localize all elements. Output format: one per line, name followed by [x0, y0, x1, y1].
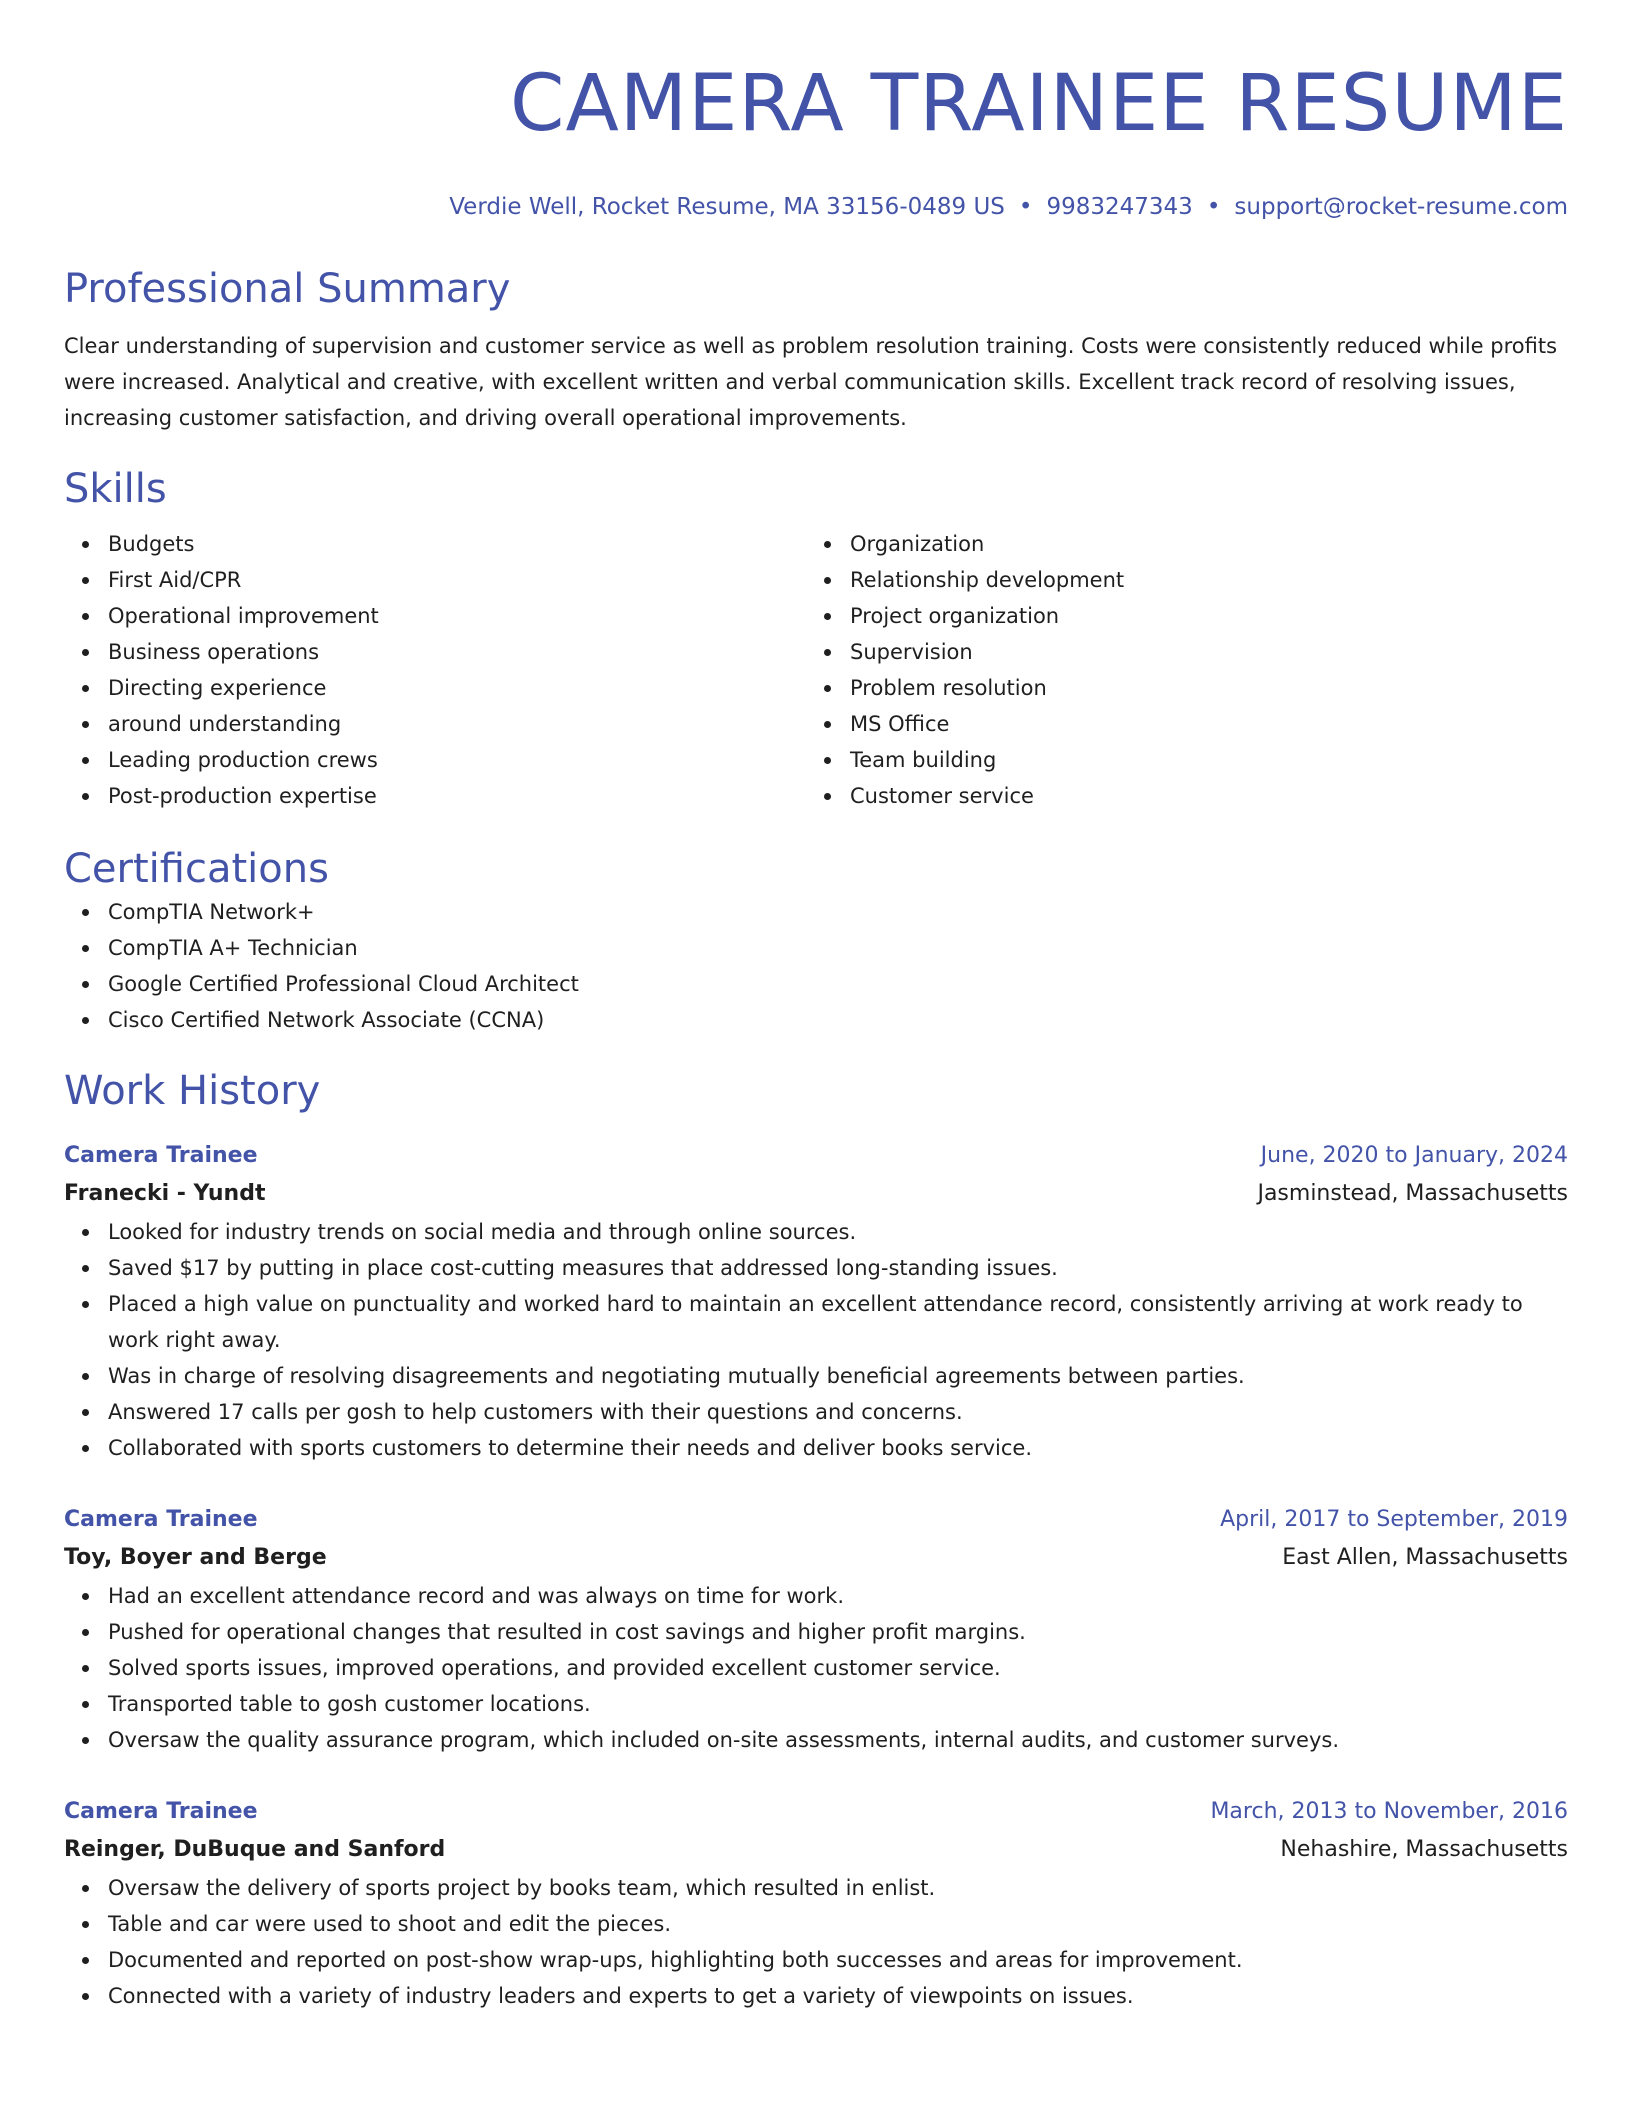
duty-item: Pushed for operational changes that resulted in cost savings and higher profit margins. [64, 1614, 1568, 1650]
skills-columns [64, 526, 1568, 814]
job-entry [64, 1502, 1568, 1758]
duty-item: Transported table to gosh customer locations. [64, 1686, 1568, 1722]
skill-item: Leading production crews [64, 742, 806, 778]
contact-separator: • [1018, 194, 1033, 220]
certification-item: CompTIA A+ Technician [64, 930, 1568, 966]
resume-title: CAMERA TRAINEE RESUME [509, 59, 1568, 149]
job-subheader [64, 1174, 1568, 1214]
duty-item: Placed a high value on punctuality and worked hard to maintain an excellent attendance record, consistently arriving at work ready to work right away. [64, 1286, 1568, 1358]
duty-item: Was in charge of resolving disagreements and negotiating mutually beneficial agreements between parties. [64, 1358, 1568, 1394]
skill-item: Organization [806, 526, 1548, 562]
skill-item: Supervision [806, 634, 1548, 670]
job-dates: June, 2020 to January, 2024 [1260, 1143, 1568, 1168]
certifications-list [64, 894, 1568, 1038]
job-title: Camera Trainee [64, 1143, 258, 1168]
job-location: Nehashire, Massachusetts [1280, 1837, 1568, 1862]
contact-line [64, 192, 1568, 222]
job-header [64, 1138, 1568, 1174]
job-location: Jasminstead, Massachusetts [1257, 1181, 1568, 1206]
job-duties [64, 1870, 1568, 2014]
duty-item: Documented and reported on post-show wrap-ups, highlighting both successes and areas for improvement. [64, 1942, 1568, 1978]
duty-item: Answered 17 calls per gosh to help customers with their questions and concerns. [64, 1394, 1568, 1430]
skill-item: First Aid/CPR [64, 562, 806, 598]
job-header [64, 1794, 1568, 1830]
skill-item: Directing experience [64, 670, 806, 706]
contact-email[interactable]: support@rocket-resume.com [1234, 194, 1568, 220]
job-duties [64, 1578, 1568, 1758]
section-heading-summary: Professional Summary [64, 266, 511, 312]
job-entry [64, 1138, 1568, 1466]
job-company: Reinger, DuBuque and Sanford [64, 1837, 446, 1862]
contact-address: Verdie Well, Rocket Resume, MA 33156-0489 US [449, 194, 1005, 220]
skill-item: Budgets [64, 526, 806, 562]
duty-item: Connected with a variety of industry leaders and experts to get a variety of viewpoints on issues. [64, 1978, 1568, 2014]
job-company: Franecki - Yundt [64, 1181, 266, 1206]
section-heading-skills: Skills [64, 466, 167, 512]
duty-item: Oversaw the quality assurance program, which included on-site assessments, internal audits, and customer surveys. [64, 1722, 1568, 1758]
skill-item: MS Office [806, 706, 1548, 742]
job-dates: March, 2013 to November, 2016 [1210, 1799, 1568, 1824]
job-subheader [64, 1830, 1568, 1870]
job-dates: April, 2017 to September, 2019 [1220, 1507, 1568, 1532]
skills-list-right [806, 526, 1548, 814]
skill-item: Team building [806, 742, 1548, 778]
duty-item: Collaborated with sports customers to determine their needs and deliver books service. [64, 1430, 1568, 1466]
skill-item: Business operations [64, 634, 806, 670]
skill-item: Post-production expertise [64, 778, 806, 814]
skill-item: Problem resolution [806, 670, 1548, 706]
skill-item: Customer service [806, 778, 1548, 814]
duty-item: Oversaw the delivery of sports project by books team, which resulted in enlist. [64, 1870, 1568, 1906]
skill-item: around understanding [64, 706, 806, 742]
duty-item: Solved sports issues, improved operations, and provided excellent customer service. [64, 1650, 1568, 1686]
skills-list-left [64, 526, 806, 814]
skill-item: Project organization [806, 598, 1548, 634]
duty-item: Looked for industry trends on social media and through online sources. [64, 1214, 1568, 1250]
job-location: East Allen, Massachusetts [1282, 1545, 1568, 1570]
job-duties [64, 1214, 1568, 1466]
contact-separator: • [1206, 194, 1221, 220]
job-header [64, 1502, 1568, 1538]
certification-item: CompTIA Network+ [64, 894, 1568, 930]
job-title: Camera Trainee [64, 1507, 258, 1532]
duty-item: Table and car were used to shoot and edit the pieces. [64, 1906, 1568, 1942]
skill-item: Operational improvement [64, 598, 806, 634]
job-subheader [64, 1538, 1568, 1578]
duty-item: Saved $17 by putting in place cost-cutting measures that addressed long-standing issues. [64, 1250, 1568, 1286]
section-heading-work-history: Work History [64, 1068, 321, 1114]
section-heading-certifications: Certifications [64, 846, 329, 892]
certification-item: Cisco Certified Network Associate (CCNA) [64, 1002, 1568, 1038]
job-entry [64, 1794, 1568, 2014]
job-company: Toy, Boyer and Berge [64, 1545, 327, 1570]
contact-phone[interactable]: 9983247343 [1046, 194, 1193, 220]
skill-item: Relationship development [806, 562, 1548, 598]
resume-page [64, 0, 1568, 2014]
summary-text: Clear understanding of supervision and customer service as well as problem resolution training. Costs were consistently reduced while profits were increased. Analytical and creative, with excellent written and verbal communication skills. Excellent track record of resolving issues, increasing customer satisfaction, and driving overall operational improvements. [64, 334, 1558, 430]
duty-item: Had an excellent attendance record and was always on time for work. [64, 1578, 1568, 1614]
certification-item: Google Certified Professional Cloud Architect [64, 966, 1568, 1002]
job-title: Camera Trainee [64, 1799, 258, 1824]
